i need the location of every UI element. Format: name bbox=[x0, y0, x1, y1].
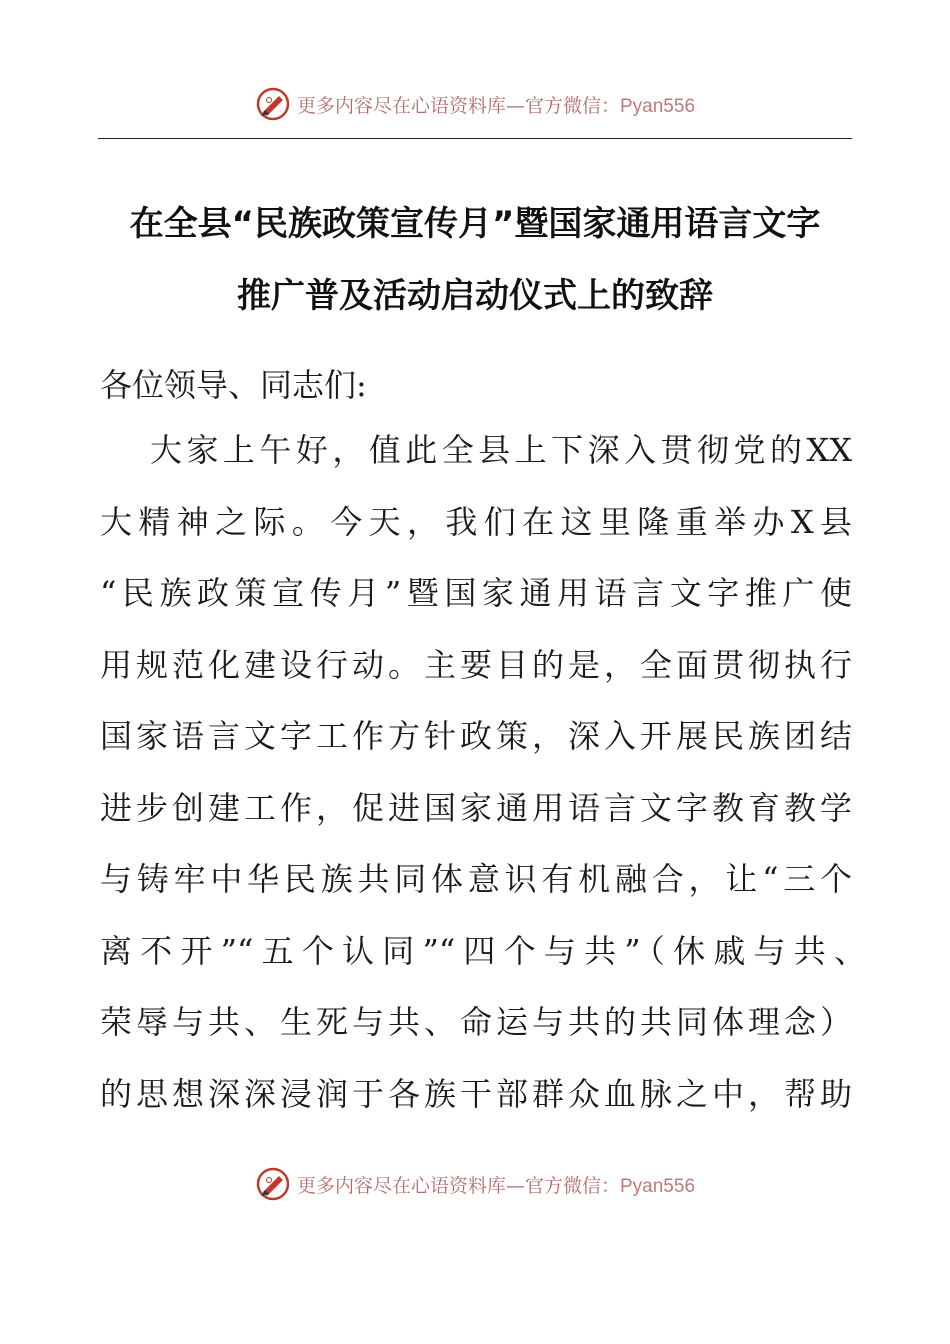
footer-watermark-banner bbox=[0, 1164, 950, 1204]
body-line-6: 进步创建工作，促进国家通用语言文字教育教学 bbox=[100, 789, 852, 827]
footer-wechat-id: Pyan556 bbox=[620, 1175, 696, 1197]
body-line-7: 与铸牢中华民族共同体意识有机融合，让“三个 bbox=[100, 860, 852, 898]
pen-nib-logo-icon bbox=[255, 1166, 291, 1202]
body-line-9: 荣辱与共、生死与共、命运与共的共同体理念） bbox=[100, 1003, 852, 1041]
footer-banner-text bbox=[297, 1171, 695, 1198]
header-watermark-banner bbox=[0, 84, 950, 124]
body-line-4: 用规范化建设行动。主要目的是，全面贯彻执行 bbox=[100, 646, 852, 684]
pen-nib-logo-icon bbox=[255, 86, 291, 122]
header-banner-label: 更多内容尽在心语资料库—官方微信： bbox=[296, 94, 620, 117]
body-line-5: 国家语言文字工作方针政策，深入开展民族团结 bbox=[100, 717, 852, 755]
body-line-8: 离不开”“五个认同”“四个与共”（休戚与共、 bbox=[100, 932, 866, 970]
document-title-line-1: 在全县“民族政策宣传月”暨国家通用语言文字 bbox=[129, 204, 821, 244]
document-title-line-2: 推广普及活动启动仪式上的致辞 bbox=[237, 276, 713, 316]
header-divider bbox=[98, 138, 852, 139]
body-line-10: 的思想深深浸润于各族干部群众血脉之中，帮助 bbox=[100, 1075, 852, 1113]
salutation: 各位领导、同志们: bbox=[100, 366, 367, 404]
body-line-3: “民族政策宣传月”暨国家通用语言文字推广使 bbox=[100, 574, 852, 612]
header-wechat-id: Pyan556 bbox=[620, 95, 696, 117]
body-line-2: 大精神之际。今天，我们在这里隆重举办X县 bbox=[100, 503, 852, 541]
header-banner-text bbox=[297, 91, 695, 118]
body-line-1: 大家上午好，值此全县上下深入贯彻党的XX bbox=[150, 431, 852, 469]
footer-banner-label: 更多内容尽在心语资料库—官方微信： bbox=[296, 1174, 620, 1197]
